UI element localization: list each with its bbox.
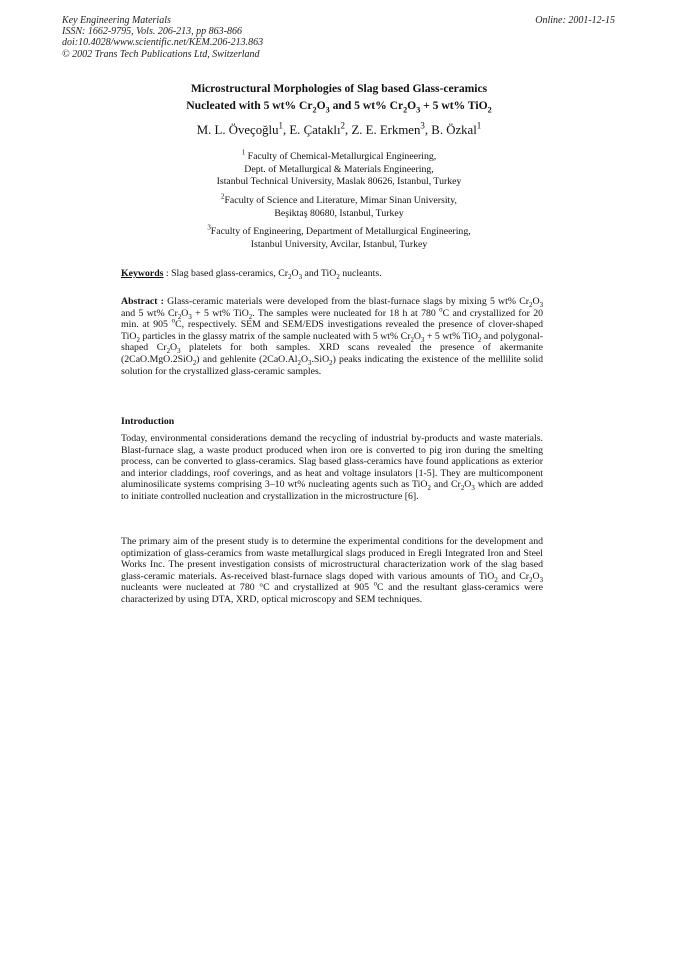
journal-name: Key Engineering Materials: [62, 15, 171, 26]
title-line-2: Nucleated with 5 wt% $Cr_2O_3$ and 5 wt% $Cr_2O_3 + 5$ wt% TiO$_2$: [186, 99, 492, 115]
author-affiliation-mark: 2: [340, 120, 346, 131]
abstract: Abstract : Glass-ceramic materials were developed from the blast-furnace slags by mixing 5 wt% $Cr_2O_3$ and 5 wt% $Cr_2O_3 + 5$ wt% TiO$_2$. The samples were nucleated for 18 h at 780 $^o$C and crystallized for 20 min. at 905 $^o$C, respectively. SEM and SEM/EDS investigations revealed the presence of clover-shaped TiO$_2$ particles in the glassy matrix of the sample nucleated with 5 wt% $Cr_2O_3 + 5$ wt% TiO$_2$ and polygonal-shaped $Cr_2O_3$ platelets for both samples. XRD scans revealed the presence of akermanite (2CaO.MgO.2SiO$_2$) and gehlenite $(2CaO.Al_2O_3.SiO_2)$ peaks indicating the existence of the mellilite solid solution for the crystallized glass-ceramic samples.: [121, 296, 544, 377]
author-name: M. L. Öveçoğlu: [196, 123, 279, 137]
online-date: Online: 2001-12-15: [535, 15, 615, 26]
section-heading-introduction: Introduction: [121, 416, 175, 427]
author-name: B. Özkal: [431, 123, 477, 137]
affiliation-1: $^1$ Faculty of Chemical-Metallurgical Engineering, Dept. of Metallurgical & Materials Engineering, Istanbul Technical University, Maslak 80626, Istanbul, Turkey: [216, 149, 462, 188]
abstract-label: Abstract :: [121, 296, 164, 307]
author-name: Z. E. Erkmen: [351, 123, 421, 137]
copyright-line: © 2002 Trans Tech Publications Ltd, Switzerland: [62, 48, 260, 60]
affiliation-2: $^2$Faculty of Science and Literature, Mimar Sinan University, Beşiktaş 80680, Istanbul, Turkey: [221, 193, 457, 219]
author-affiliation-mark: 1: [278, 120, 283, 131]
title-line-1: Microstructural Morphologies of Slag based Glass-ceramics: [190, 82, 488, 95]
issn-line: ISSN: 1662-9795, Vols. 206-213, pp 863-866: [62, 26, 242, 38]
author-affiliation-mark: 1: [476, 120, 482, 131]
keywords-label: Keywords: [121, 268, 164, 279]
journal-metadata: [62, 15, 263, 60]
keywords: Keywords : Slag based glass-ceramics, $Cr_2O_3$ and TiO$_2$ nucleants.: [121, 268, 382, 281]
doi-line: doi:10.4028/www.scientific.net/KEM.206-213.863: [62, 37, 264, 49]
affiliation-3: $^3$Faculty of Engineering, Department of Metallurgical Engineering, Istanbul University, Avcilar, Istanbul, Turkey: [207, 224, 471, 250]
author-affiliation-mark: 3: [420, 120, 425, 131]
introduction-paragraph-1: Today, environmental considerations demand the recycling of industrial by-products and waste materials. Blast-furnace slag, a waste product produced when iron ore is converted to pig iron during the smelting process, can be converted to glass-ceramics. Slag based glass-ceramics have found applications as exterior and interior claddings, roof coverings, and as heat and voltage insulators [1-5]. They are multicomponent aluminosilicate systems comprising 3–10 wt% nucleating agents such as TiO$_2$ and $Cr_2O_3$ which are added to initiate controlled nucleation and crystallization in the microstructure [6].: [121, 433, 543, 502]
author-list: M. L. Öveçoğlu$^1$, E. Çataklı$^2$, Z. E. Erkmen$^3$, B. Özkal$^1$: [196, 120, 482, 137]
introduction-paragraph-2: The primary aim of the present study is to determine the experimental conditions for the development and optimization of glass-ceramics from waste metallurgical slags produced in Eregli Integrated Iron and Steel Works Inc. The present investigation consists of microstructural characterization work of the slag based glass-ceramic materials. As-received blast-furnace slags doped with various amounts of TiO$_2$ and $Cr_2O_3$ nucleants were nucleated at 780 °C and crystallized at 905 $^o$C and the resultant glass-ceramics were characterized by using DTA, XRD, optical microscopy and SEM techniques.: [121, 536, 543, 605]
paper-title: [100, 80, 578, 115]
author-name: E. Çataklı: [289, 123, 341, 137]
